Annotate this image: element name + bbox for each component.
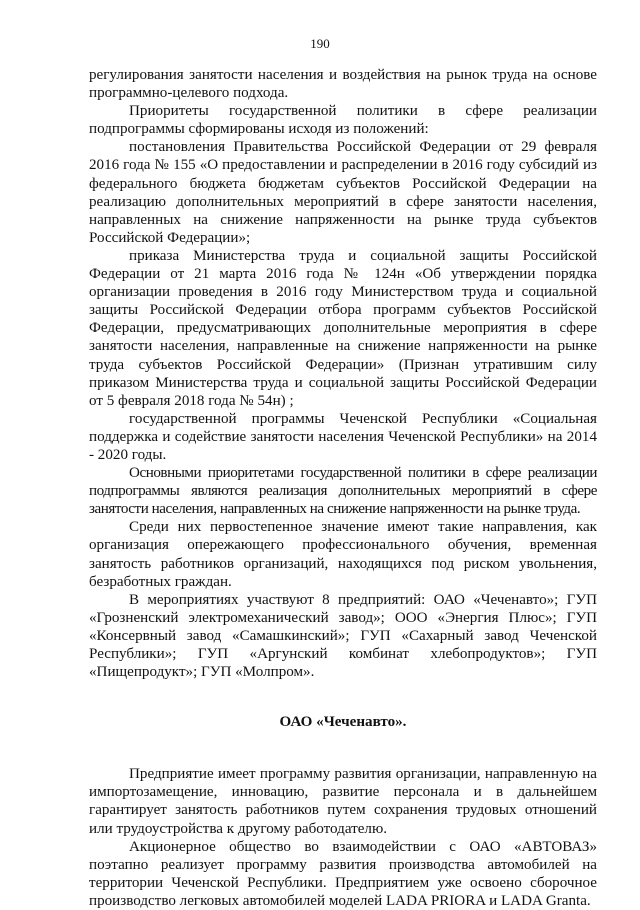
paragraph: Основными приоритетами государственной политики в сфере реализации подпрограммы являются реализация дополнительных мероприятий в сфере занятости населения, направленных на снижение напряженности на рынке труда. <box>89 465 597 518</box>
document-body <box>89 66 597 910</box>
page-number: 190 <box>310 36 330 51</box>
paragraph: Предприятие имеет программу развития организации, направленную на импортозамещение, инновацию, развитие персонала и в дальнейшем гарантирует занятость работников путем сохранения трудовых отношений или трудоустройства к другому работодателю. <box>89 766 597 837</box>
paragraph: Среди них первостепенное значение имеют такие направления, как организация опережающего профессионального обучения, временная занятость работников организаций, находящихся под риском увольнения, безработных граждан. <box>89 519 597 590</box>
paragraph: Приоритеты государственной политики в сфере реализации подпрограммы сформированы исходя из положений: <box>89 103 597 138</box>
section-heading: ОАО «Чеченавто». <box>279 714 407 731</box>
paragraph: постановления Правительства Российской Федерации от 29 февраля 2016 года № 155 «О предоставлении и распределении в 2016 году субсидий из федерального бюджета бюджетам субъектов Российской Федерации на реализацию дополнительных мероприятий в сфере занятости населения, направленных на снижение напряженности на рынке труда субъектов Российской Федерации»; <box>89 139 597 246</box>
paragraph: Акционерное общество во взаимодействии с ОАО «АВТОВАЗ» поэтапно реализует программу развития производства автомобилей на территории Чеченской Республики. Предприятием уже освоено сборочное производство легковых автомобилей моделей LADA PRIORA и LADA Granta. <box>89 838 597 909</box>
paragraph: регулирования занятости населения и воздействия на рынок труда на основе программно-целевого подхода. <box>89 67 597 102</box>
paragraph: приказа Министерства труда и социальной защиты Российской Федерации от 21 марта 2016 года № 124н «Об утверждении порядка организации проведения в 2016 году Министерством труда и социальной защиты Российской Федерации отбора программ субъектов Российской Федерации, предусматривающих дополнительные мероприятия в сфере занятости населения, направленные на снижение напряженности на рынке труда субъектов Российской Федерации» (Признан утратившим силу приказом Министерства труда и социальной защиты Российской Федерации от 5 февраля 2018 года № 54н) ; <box>89 247 597 409</box>
paragraph: В мероприятиях участвуют 8 предприятий: ОАО «Чеченавто»; ГУП «Грозненский электромеханический завод»; ООО «Энергия Плюс»; ГУП «Консервный завод «Самашкинский»; ГУП «Сахарный завод Чеченской Республики»; ГУП «Аргунский комбинат хлебопродуктов»; ГУП «Пищепродукт»; ГУП «Молпром». <box>89 591 597 681</box>
paragraph: государственной программы Чеченской Республики «Социальная поддержка и содействие занятости населения Чеченской Республики» на 2014 - 2020 годы. <box>89 410 597 463</box>
